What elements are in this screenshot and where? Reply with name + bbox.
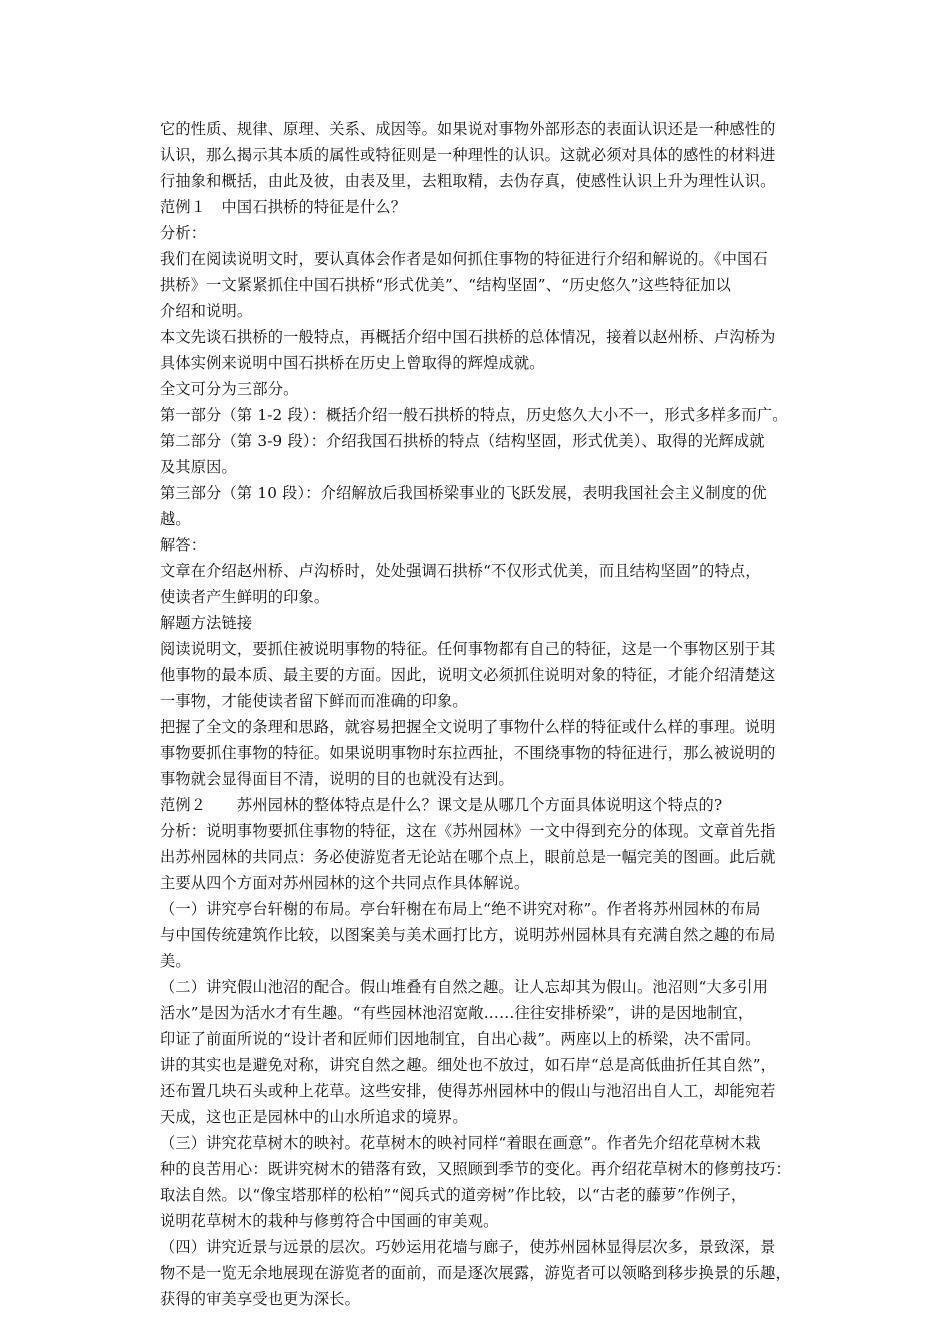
text-line: 全文可分为三部分。 [160, 380, 299, 398]
text-line: 它的性质、规律、原理、关系、成因等。如果说对事物外部形态的表面认识还是一种感性的 [160, 120, 776, 138]
text-line: 获得的审美享受也更为深长。 [160, 1290, 361, 1308]
text-line: 范例２ 苏州园林的整体特点是什么？课文是从哪几个方面具体说明这个特点的? [160, 796, 723, 814]
text-line: 事物要抓住事物的特征。如果说明事物时东拉西扯，不围绕事物的特征进行，那么被说明的 [160, 744, 776, 762]
text-line: 认识，那么揭示其本质的属性或特征则是一种理性的认识。这就必须对具体的感性的材料进 [160, 146, 776, 164]
text-line: 本文先谈石拱桥的一般特点，再概括介绍中国石拱桥的总体情况，接着以赵州桥、卢沟桥为 [160, 328, 776, 346]
text-line: 天成，这也正是园林中的山水所追求的境界。 [160, 1108, 468, 1126]
text-line: 拱桥》一文紧紧抓住中国石拱桥“形式优美”、“结构坚固”、“历史悠久”这些特征加以 [160, 276, 731, 294]
text-line: 他事物的最本质、最主要的方面。因此，说明文必须抓住说明对象的特征，才能介绍清楚这 [160, 666, 776, 684]
text-line: 介绍和说明。 [160, 302, 253, 320]
text-line: 我们在阅读说明文时，要认真体会作者是如何抓住事物的特征进行介绍和解说的。《中国石 [160, 250, 768, 268]
text-line: 第二部分（第 3-9 段）：介绍我国石拱桥的特点（结构坚固，形式优美）、取得的光辉成就 [160, 432, 765, 450]
text-line: 活水”是因为活水才有生趣。“有些园林池沼宽敞……往往安排桥梁”，讲的是因地制宜， [160, 1004, 754, 1022]
text-line: 解题方法链接 [160, 614, 253, 632]
text-line: 讲的其实也是避免对称，讲究自然之趣。细处也不放过，如石岸“总是高低曲折任其自然”， [160, 1056, 777, 1074]
text-line: 使读者产生鲜明的印象。 [160, 588, 330, 606]
text-line: 分析：说明事物要抓住事物的特征，这在《苏州园林》一文中得到充分的体现。文章首先指 [160, 822, 776, 840]
text-line: 一事物，才能使读者留下鲜而而准确的印象。 [160, 692, 468, 710]
text-line: 物不是一览无余地展现在游览者的面前，而是逐次展露，游览者可以领略到移步换景的乐趣， [160, 1264, 791, 1282]
text-line: （四）讲究近景与远景的层次。巧妙运用花墙与廊子，使苏州园林显得层次多，景致深，景 [160, 1238, 776, 1256]
text-line: 第三部分（第 10 段）：介绍解放后我国桥梁事业的飞跃发展，表明我国社会主义制度的优 [160, 484, 767, 502]
text-line: 第一部分（第 1-2 段）：概括介绍一般石拱桥的特点，历史悠久大小不一，形式多样多而广。 [160, 406, 788, 424]
text-line: 与中国传统建筑作比较，以图案美与美术画打比方，说明苏州园林具有充满自然之趣的布局 [160, 926, 776, 944]
text-line: 把握了全文的条理和思路，就容易把握全文说明了事物什么样的特征或什么样的事理。说明 [160, 718, 776, 736]
text-line: 越。 [160, 510, 191, 528]
document-body [160, 116, 840, 1312]
text-line: 范例１ 中国石拱桥的特征是什么？ [160, 198, 407, 216]
text-line: 分析： [160, 224, 207, 242]
text-line: 取法自然。以“像宝塔那样的松柏”“阅兵式的道旁树”作比较，以“古老的藤萝”作例子， [160, 1186, 747, 1204]
text-line: 事物就会显得面目不清，说明的目的也就没有达到。 [160, 770, 514, 788]
text-line: 文章在介绍赵州桥、卢沟桥时，处处强调石拱桥“不仅形式优美，而且结构坚固”的特点， [160, 562, 761, 580]
text-line: 印证了前面所说的“设计者和匠师们因地制宜，自出心裁”。两座以上的桥梁，决不雷同。 [160, 1030, 761, 1048]
text-line: 具体实例来说明中国石拱桥在历史上曾取得的辉煌成就。 [160, 354, 545, 372]
text-line: （三）讲究花草树木的映衬。花草树木的映衬同样“着眼在画意”。作者先介绍花草树木栽 [160, 1134, 761, 1152]
text-line: 解答： [160, 536, 207, 554]
text-line: （一）讲究亭台轩榭的布局。亭台轩榭在布局上“绝不讲究对称”。作者将苏州园林的布局 [160, 900, 761, 918]
text-line: 及其原因。 [160, 458, 237, 476]
text-line: 说明花草树木的栽种与修剪符合中国画的审美观。 [160, 1212, 499, 1230]
text-line: 阅读说明文，要抓住被说明事物的特征。任何事物都有自己的特征，这是一个事物区别于其 [160, 640, 776, 658]
text-line: 出苏州园林的共同点：务必使游览者无论站在哪个点上，眼前总是一幅完美的图画。此后就 [160, 848, 776, 866]
text-line: （二）讲究假山池沼的配合。假山堆叠有自然之趣。让人忘却其为假山。池沼则“大多引用 [160, 978, 769, 996]
text-line: 主要从四个方面对苏州园林的这个共同点作具体解说。 [160, 874, 530, 892]
text-line: 美。 [160, 952, 191, 970]
text-line: 还布置几块石头或种上花草。这些安排，使得苏州园林中的假山与池沼出自人工，却能宛若 [160, 1082, 776, 1100]
text-line: 种的良苦用心：既讲究树木的错落有致，又照顾到季节的变化。再介绍花草树木的修剪技巧： [160, 1160, 791, 1178]
text-line: 行抽象和概括，由此及彼，由表及里，去粗取精，去伪存真，使感性认识上升为理性认识。 [160, 172, 776, 190]
